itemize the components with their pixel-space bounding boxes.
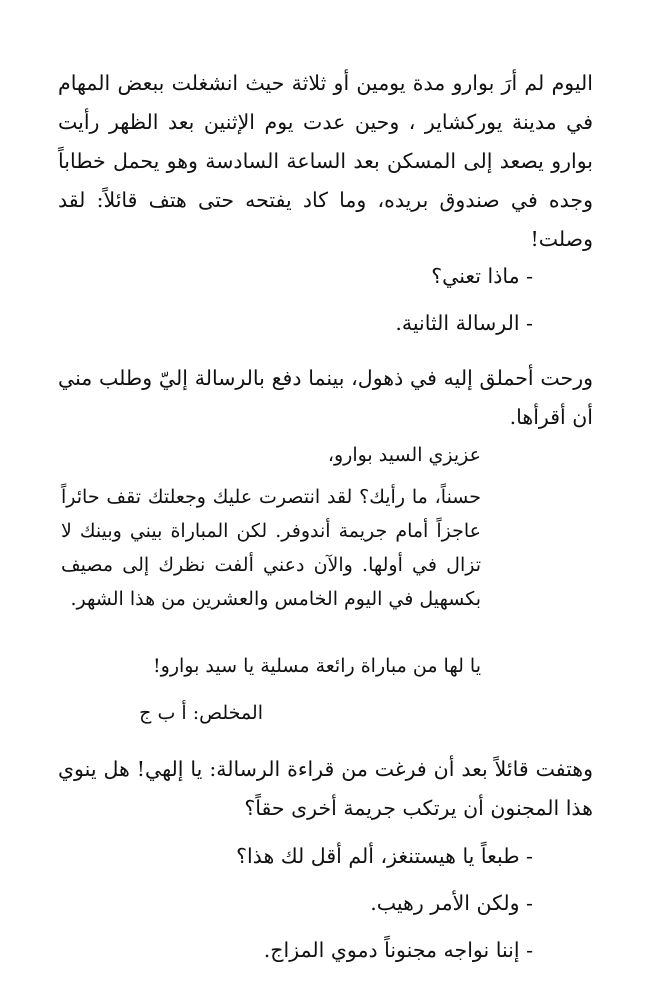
paragraph-exclamation: وهتفت قائلاً بعد أن فرغت من قراءة الرسالة: يا إلهي! هل ينوي هذا المجنون أن يرتكب جريمة أخرى حقاً؟: [58, 757, 593, 820]
letter-closing-line: يا لها من مباراة رائعة مسلية يا سيد بوارو!: [153, 655, 481, 677]
letter-signature: المخلص: أ ب ج: [139, 702, 263, 724]
paragraph-letter-handed: ورحت أحملق إليه في ذهول، بينما دفع بالرسالة إليّ وطلب مني أن أقرأها.: [58, 366, 593, 429]
dialogue-line-terrible: - ولكن الأمر رهيب.: [370, 891, 533, 915]
letter-body: حسناً، ما رأيك؟ لقد انتصرت عليك وجعلتك تقف حائراً عاجزاً أمام جريمة أندوفر. لكن المباراة بيني وبينك لا تزال في أولها. والآن دعني ألفت نظرك إلى مصيف بكسهيل في اليوم الخامس والعشرين من هذا الشهر.: [61, 486, 481, 610]
dialogue-line-second-letter: - الرسالة الثانية.: [395, 311, 533, 335]
dialogue-line-what-do-you-mean: - ماذا تعني؟: [431, 264, 533, 288]
paragraph-opening: اليوم لم أرَ بوارو مدة يومين أو ثلاثة حيث انشغلت ببعض المهام في مدينة يوركشاير ، وحين عدت يوم الإثنين بعد الظهر رأيت بوارو يصعد إلى المسكن بعد الساعة السادسة وهو يحمل خطاباً وجده في صندوق بريده، وما كاد يفتحه حتى هتف قائلاً: لقد وصلت!: [58, 71, 593, 251]
dialogue-line-hastings: - طبعاً يا هيستنغز، ألم أقل لك هذا؟: [236, 844, 533, 868]
letter-salutation: عزيزي السيد بوارو،: [327, 444, 481, 466]
dialogue-line-madman: - إننا نواجه مجنوناً دموي المزاج.: [263, 938, 533, 962]
